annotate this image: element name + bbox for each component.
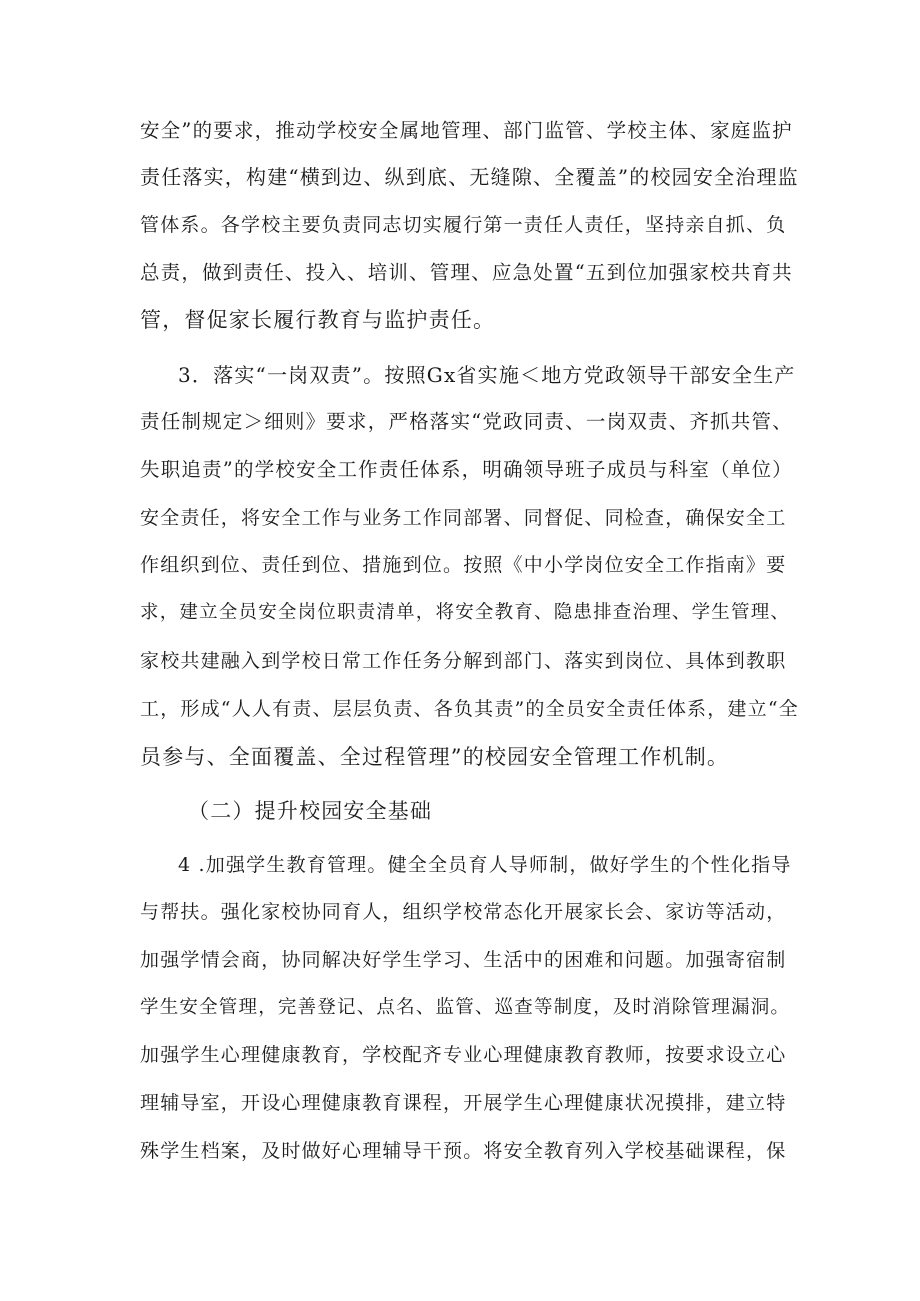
paragraph-line: 家校共建融入到学校日常工作任务分解到部门、落实到岗位、具体到教职 (140, 650, 787, 672)
paragraph-line: 安全责任，将安全工作与业务工作同部署、同督促、同检查，确保安全工 (140, 507, 787, 529)
paragraph-line: 员参与、全面覆盖、全过程管理”的校园安全管理工作机制。 (140, 745, 730, 769)
paragraph-line: 管，督促家长履行教育与监护责任。 (140, 308, 496, 332)
paragraph-line: 总责，做到责任、投入、培训、管理、应急处置“五到位加强家校共育共 (140, 261, 793, 284)
paragraph-line: 责任制规定＞细则》要求，严格落实“党政同责、一岗双责、齐抓共管、 (140, 410, 793, 433)
paragraph-line: 求，建立全员安全岗位职责清单，将安全教育、隐患排查治理、学生管理、 (140, 602, 791, 623)
paragraph-line: 与帮扶。强化家校协同育人，组织学校常态化开展家长会、家访等活动， (140, 901, 787, 923)
paragraph-line: 加强学生心理健康教育，学校配齐专业心理健康教育教师，按要求设立心 (140, 1044, 787, 1066)
paragraph-line: 失职追责”的学校安全工作责任体系，明确领导班子成员与科室（单位） (140, 458, 793, 481)
paragraph-line: 加强学情会商，协同解决好学生学习、生活中的困难和问题。加强寄宿制 (140, 949, 787, 971)
paragraph-line: 管体系。各学校主要负责同志切实履行第一责任人责任，坚持亲自抓、负 (140, 214, 787, 236)
paragraph-line: 4 .加强学生教育管理。健全全员育人导师制，做好学生的个性化指导 (178, 854, 792, 876)
section-heading: （二）提升校园安全基础 (188, 799, 433, 823)
paragraph-line: 学生安全管理，完善登记、点名、监管、巡查等制度，及时消除管理漏洞。 (140, 997, 791, 1018)
paragraph-line: 安全”的要求，推动学校安全属地管理、部门监管、学校主体、家庭监护 (140, 119, 793, 142)
paragraph-line: 理辅导室，开设心理健康教育课程，开展学生心理健康状况摸排，建立特 (140, 1092, 787, 1114)
paragraph-line: 工，形成“人人有责、层层负责、各负其责”的全员安全责任体系，建立“全 (140, 698, 799, 720)
paragraph-line: 责任落实，构建“横到边、纵到底、无缝隙、全覆盖”的校园安全治理监 (140, 165, 799, 189)
paragraph-line: 3．落实“一岗双责”。按照Gx省实施＜地方党政领导干部安全生产 (178, 363, 796, 387)
paragraph-line: 殊学生档案，及时做好心理辅导干预。将安全教育列入学校基础课程，保 (140, 1140, 787, 1162)
paragraph-line: 作组织到位、责任到位、措施到位。按照《中小学岗位安全工作指南》要 (140, 554, 787, 576)
